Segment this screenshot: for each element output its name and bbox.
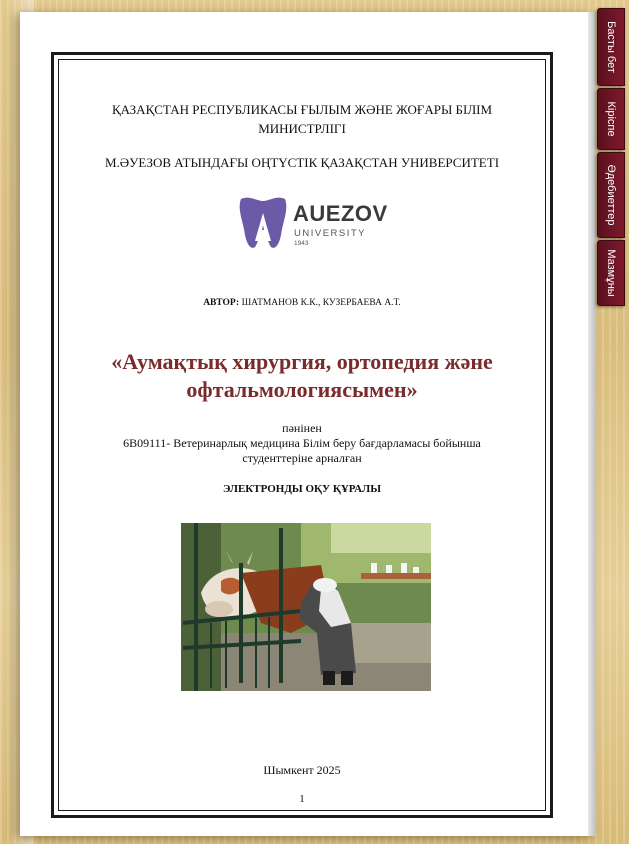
tab-home[interactable] [597,8,625,86]
author-line [59,298,545,308]
logo-subtitle: UNIVERSITY [294,228,367,239]
document-title: «Аумақтық хирургия, ортопедия және офтальмологиясымен» [111,349,493,402]
tab-home-label: Басты бет [605,21,617,73]
program-description: 6В09111- Ветеринарлық медицина Білім беру бағдарламасы бойынша студенттеріне арналған [123,436,481,465]
author-names: ШАТМАНОВ К.К., КУЗЕРБАЕВА А.Т. [241,298,401,308]
tab-introduction-label: Кіріспе [605,101,617,137]
ministry-heading: ҚАЗАҚСТАН РЕСПУБЛИКАСЫ ҒЫЛЫМ ЖӘНЕ ЖОҒАРЫ БІЛІМ МИНИСТРЛІГІ [111,102,493,136]
page-frame-inner [58,59,546,811]
document-page [20,12,592,836]
cover-photo-cow-examination [181,523,431,691]
tab-contents-label: Мазмұны [605,249,617,297]
auezov-logo-icon [237,195,289,251]
logo-wordmark: AUEZOV [293,201,388,226]
page-number: 1 [299,793,305,805]
page-frame [51,52,553,818]
tab-references-label: Әдебиеттер [605,164,617,226]
author-label: АВТОР: [203,298,240,308]
logo-year: 1943 [294,240,309,247]
tab-contents[interactable] [597,240,625,306]
subject-suffix: пәнінен [282,421,322,435]
university-logo [237,195,397,255]
page-fold [588,12,596,836]
city-year: Шымкент 2025 [263,763,341,777]
tab-introduction[interactable] [597,88,625,150]
edition-type: ЭЛЕКТРОНДЫ ОҚУ ҚҰРАЛЫ [222,483,382,495]
university-heading: М.ӘУЕЗОВ АТЫНДАҒЫ ОҢТҮСТІК ҚАЗАҚСТАН УНИВЕРСИТЕТІ [104,155,500,170]
tab-references[interactable] [597,152,625,238]
